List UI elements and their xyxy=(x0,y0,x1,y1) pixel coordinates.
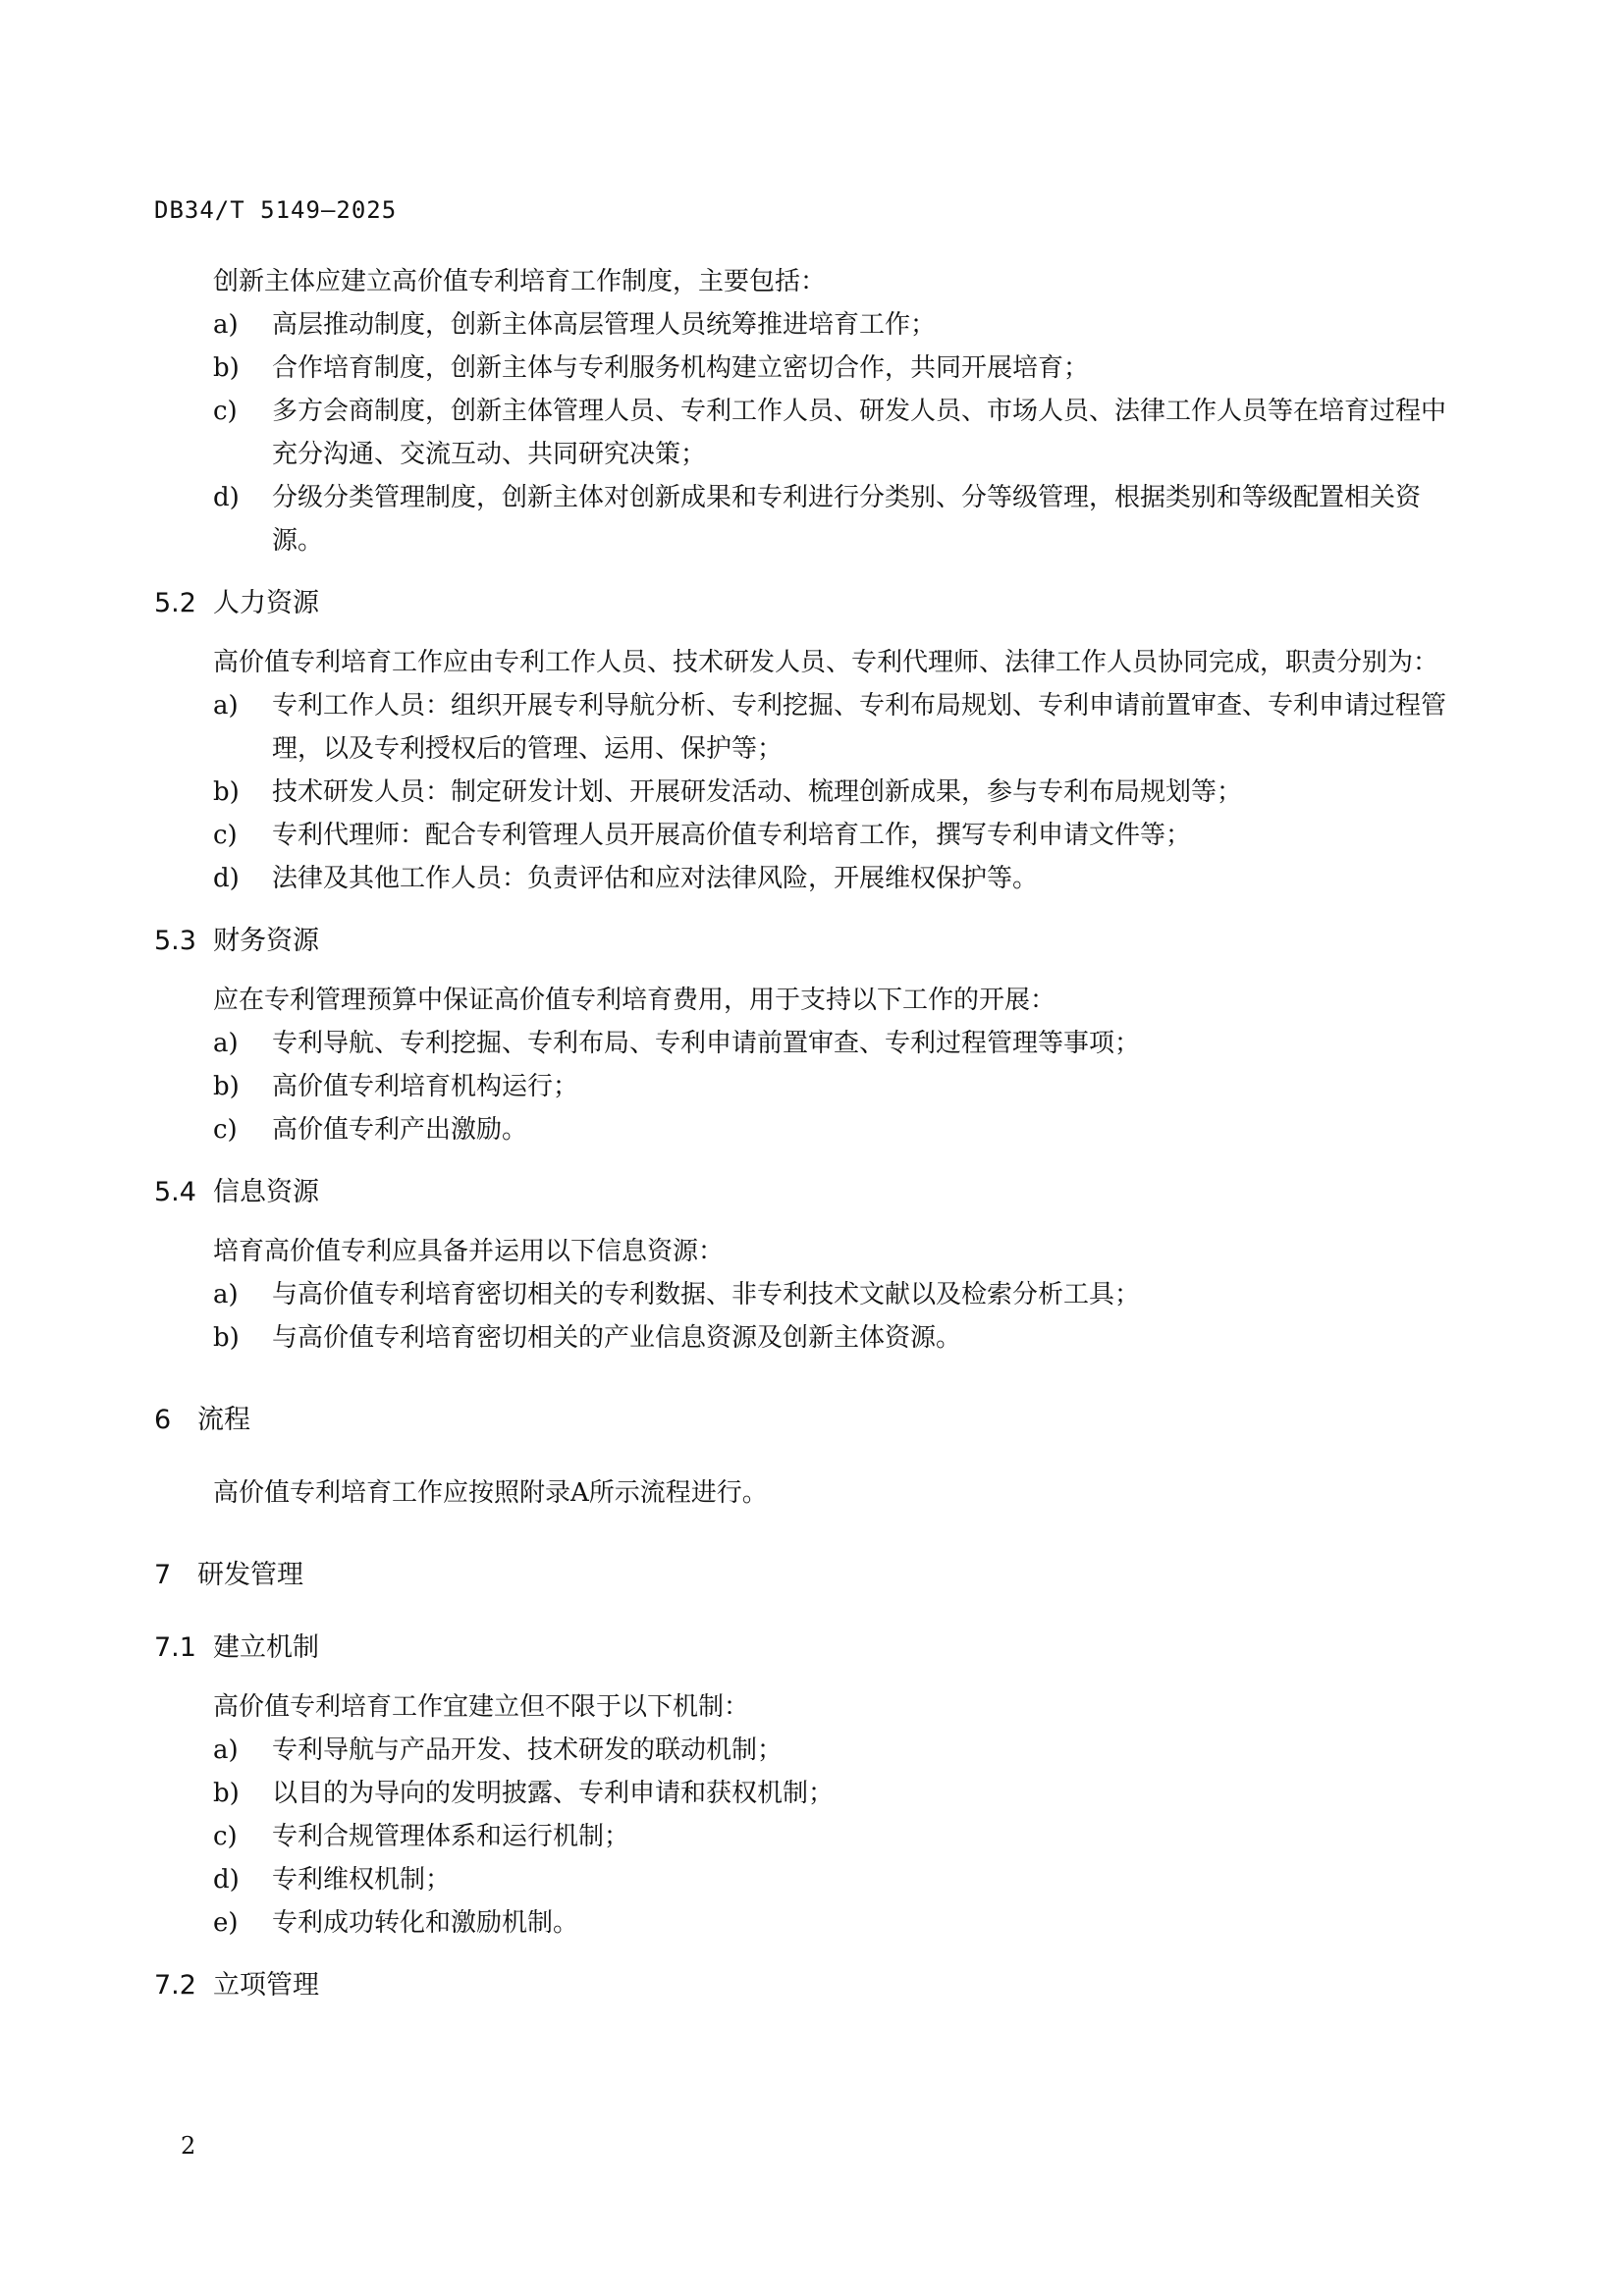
list-item-label: a) xyxy=(213,1029,239,1058)
heading-number: 7.2 xyxy=(154,1970,196,2001)
list-item-label: b) xyxy=(213,353,240,383)
list-item-label: c) xyxy=(213,1822,238,1851)
list-item-label: b) xyxy=(213,1779,240,1808)
heading-number: 6 xyxy=(154,1405,172,1435)
paragraph: 高价值专利培育工作应由专利工作人员、技术研发人员、专利代理师、法律工作人员协同完成，职责分别为： xyxy=(213,648,1439,677)
list-item-label: b) xyxy=(213,777,240,807)
heading-title: 研发管理 xyxy=(197,1560,303,1590)
list-item-label: d) xyxy=(213,864,240,893)
subsection-heading xyxy=(154,1171,1450,1214)
list-item-label: c) xyxy=(213,397,238,426)
list-item-label: a) xyxy=(213,310,239,340)
list-item-text: 分级分类管理制度，创新主体对创新成果和专利进行分类别、分等级管理，根据类别和等级配置相关资源。 xyxy=(272,483,1422,556)
list-item-text: 专利合规管理体系和运行机制； xyxy=(272,1822,630,1851)
subsection-heading xyxy=(154,582,1450,625)
paragraph: 创新主体应建立高价值专利培育工作制度，主要包括： xyxy=(213,267,827,296)
paragraph: 应在专利管理预算中保证高价值专利培育费用，用于支持以下工作的开展： xyxy=(213,986,1056,1015)
paragraph: 高价值专利培育工作应按照附录A所示流程进行。 xyxy=(213,1478,768,1508)
list-item-text: 专利代理师：配合专利管理人员开展高价值专利培育工作，撰写专利申请文件等； xyxy=(272,821,1192,850)
heading-title: 建立机制 xyxy=(213,1632,319,1663)
list-item xyxy=(154,771,1450,814)
list-item xyxy=(154,1273,1450,1316)
list-item-text: 高价值专利培育机构运行； xyxy=(272,1072,579,1101)
standard-code: DB34/T 5149—2025 xyxy=(154,196,398,224)
list-item-label: a) xyxy=(213,1280,239,1309)
list-item xyxy=(154,857,1450,900)
section-heading xyxy=(154,1399,1450,1442)
list-item xyxy=(154,476,1450,562)
list-item-text: 以目的为导向的发明披露、专利申请和获权机制； xyxy=(272,1779,835,1808)
section-heading xyxy=(154,1554,1450,1597)
list-item-text: 法律及其他工作人员：负责评估和应对法律风险，开展维权保护等。 xyxy=(272,864,1039,893)
subsection-heading xyxy=(154,920,1450,963)
page-number: 2 xyxy=(181,2132,196,2160)
list-item-text: 专利导航、专利挖掘、专利布局、专利申请前置审查、专利过程管理等事项； xyxy=(272,1029,1141,1058)
list-item xyxy=(154,1901,1450,1945)
list-item xyxy=(154,684,1450,771)
list-item-label: c) xyxy=(213,1115,238,1145)
list-item xyxy=(154,1022,1450,1065)
list-item xyxy=(154,390,1450,476)
list-item xyxy=(154,1858,1450,1901)
list-item-text: 与高价值专利培育密切相关的产业信息资源及创新主体资源。 xyxy=(272,1323,962,1353)
list-item-text: 高价值专利产出激励。 xyxy=(272,1115,528,1145)
list-item-label: d) xyxy=(213,1865,240,1895)
paragraph: 高价值专利培育工作宜建立但不限于以下机制： xyxy=(213,1692,750,1722)
list-item-text: 专利导航与产品开发、技术研发的联动机制； xyxy=(272,1735,784,1765)
list-item-label: e) xyxy=(213,1908,239,1938)
list-item xyxy=(154,814,1450,857)
heading-number: 5.3 xyxy=(154,926,196,956)
subsection-heading xyxy=(154,1964,1450,2007)
heading-title: 人力资源 xyxy=(213,588,319,618)
list-item-text: 与高价值专利培育密切相关的专利数据、非专利技术文献以及检索分析工具； xyxy=(272,1280,1141,1309)
paragraph: 培育高价值专利应具备并运用以下信息资源： xyxy=(213,1237,725,1266)
list-item-label: b) xyxy=(213,1072,240,1101)
list-item-text: 专利维权机制； xyxy=(272,1865,452,1895)
list-item-text: 合作培育制度，创新主体与专利服务机构建立密切合作，共同开展培育； xyxy=(272,353,1090,383)
list-item-text: 高层推动制度，创新主体高层管理人员统筹推进培育工作； xyxy=(272,310,937,340)
list-item xyxy=(154,1772,1450,1815)
list-item-text: 技术研发人员：制定研发计划、开展研发活动、梳理创新成果，参与专利布局规划等； xyxy=(272,777,1243,807)
list-item xyxy=(154,303,1450,347)
list-item xyxy=(154,1065,1450,1108)
list-item-label: a) xyxy=(213,691,239,721)
heading-number: 7 xyxy=(154,1560,172,1590)
list-item-label: c) xyxy=(213,821,238,850)
list-item xyxy=(154,1108,1450,1151)
heading-title: 立项管理 xyxy=(213,1970,319,2001)
list-item-text: 专利成功转化和激励机制。 xyxy=(272,1908,579,1938)
list-item xyxy=(154,347,1450,390)
heading-title: 信息资源 xyxy=(213,1177,319,1207)
list-item xyxy=(154,1815,1450,1858)
list-item xyxy=(154,1316,1450,1360)
list-item-text: 多方会商制度，创新主体管理人员、专利工作人员、研发人员、市场人员、法律工作人员等在培育过程中充分沟通、交流互动、共同研究决策； xyxy=(272,397,1447,469)
list-item-label: d) xyxy=(213,483,240,512)
heading-title: 财务资源 xyxy=(213,926,319,956)
heading-number: 5.2 xyxy=(154,588,196,618)
heading-title: 流程 xyxy=(197,1405,250,1435)
subsection-heading xyxy=(154,1627,1450,1670)
list-item-text: 专利工作人员：组织开展专利导航分析、专利挖掘、专利布局规划、专利申请前置审查、专利申请过程管理，以及专利授权后的管理、运用、保护等； xyxy=(272,691,1447,764)
list-item xyxy=(154,1729,1450,1772)
document-body xyxy=(154,260,1450,2023)
heading-number: 5.4 xyxy=(154,1177,196,1207)
list-item-label: a) xyxy=(213,1735,239,1765)
list-item-label: b) xyxy=(213,1323,240,1353)
heading-number: 7.1 xyxy=(154,1632,196,1663)
